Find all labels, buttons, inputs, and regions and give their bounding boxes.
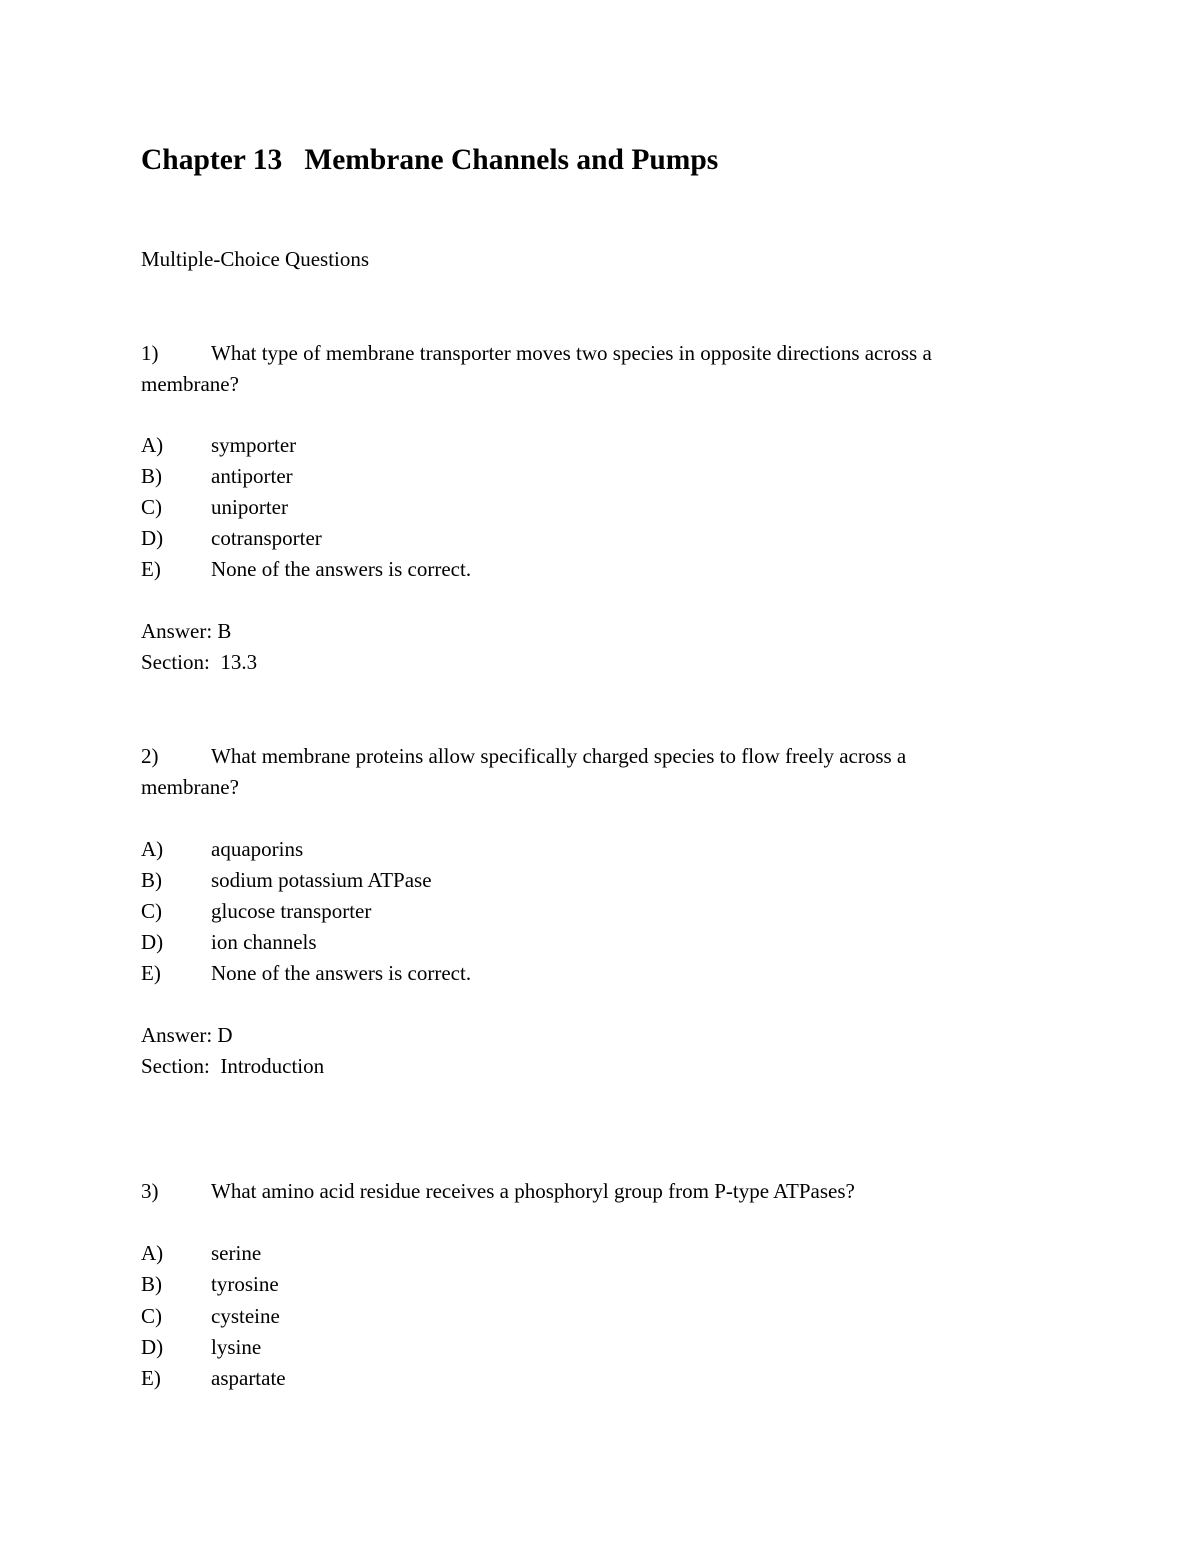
- option-text: tyrosine: [211, 1272, 279, 1296]
- option-letter: B): [141, 464, 162, 488]
- option-letter: D): [141, 526, 164, 550]
- question-text: What type of membrane transporter moves two species in opposite directions across a: [211, 341, 932, 365]
- option-letter: B): [141, 1272, 162, 1296]
- option-letter: C): [141, 1304, 162, 1328]
- question-number: 3): [141, 1179, 159, 1203]
- chapter-title: Chapter 13 Membrane Channels and Pumps: [141, 144, 719, 176]
- option-text: aquaporins: [211, 837, 304, 861]
- option-text: uniporter: [211, 495, 288, 519]
- option-letter: E): [141, 557, 161, 581]
- option-text: aspartate: [211, 1366, 286, 1390]
- option-letter: C): [141, 899, 162, 923]
- answer-line: Answer: B: [141, 619, 232, 643]
- option-text: glucose transporter: [211, 899, 372, 923]
- option-text: sodium potassium ATPase: [211, 868, 432, 892]
- option-letter: E): [141, 961, 161, 985]
- section-line: Section: Introduction: [141, 1054, 325, 1078]
- option-text: lysine: [211, 1335, 262, 1359]
- section-subtitle: Multiple-Choice Questions: [141, 247, 370, 271]
- section-line: Section: 13.3: [141, 650, 258, 674]
- option-text: None of the answers is correct.: [211, 557, 472, 581]
- option-letter: D): [141, 930, 164, 954]
- option-letter: C): [141, 495, 162, 519]
- option-text: cotransporter: [211, 526, 322, 550]
- question-text: What amino acid residue receives a phosphoryl group from P-type ATPases?: [211, 1179, 855, 1203]
- option-letter: A): [141, 837, 164, 861]
- option-letter: A): [141, 433, 164, 457]
- question-text-continued: membrane?: [141, 775, 239, 799]
- question-text-continued: membrane?: [141, 372, 239, 396]
- option-text: None of the answers is correct.: [211, 961, 472, 985]
- option-letter: A): [141, 1241, 164, 1265]
- option-letter: D): [141, 1335, 164, 1359]
- option-text: ion channels: [211, 930, 317, 954]
- option-text: cysteine: [211, 1304, 280, 1328]
- question-number: 1): [141, 341, 159, 365]
- question-text: What membrane proteins allow specifically charged species to flow freely across a: [211, 744, 907, 768]
- answer-line: Answer: D: [141, 1023, 233, 1047]
- option-letter: B): [141, 868, 162, 892]
- option-text: serine: [211, 1241, 262, 1265]
- question-number: 2): [141, 744, 159, 768]
- option-text: antiporter: [211, 464, 293, 488]
- option-text: symporter: [211, 433, 297, 457]
- option-letter: E): [141, 1366, 161, 1390]
